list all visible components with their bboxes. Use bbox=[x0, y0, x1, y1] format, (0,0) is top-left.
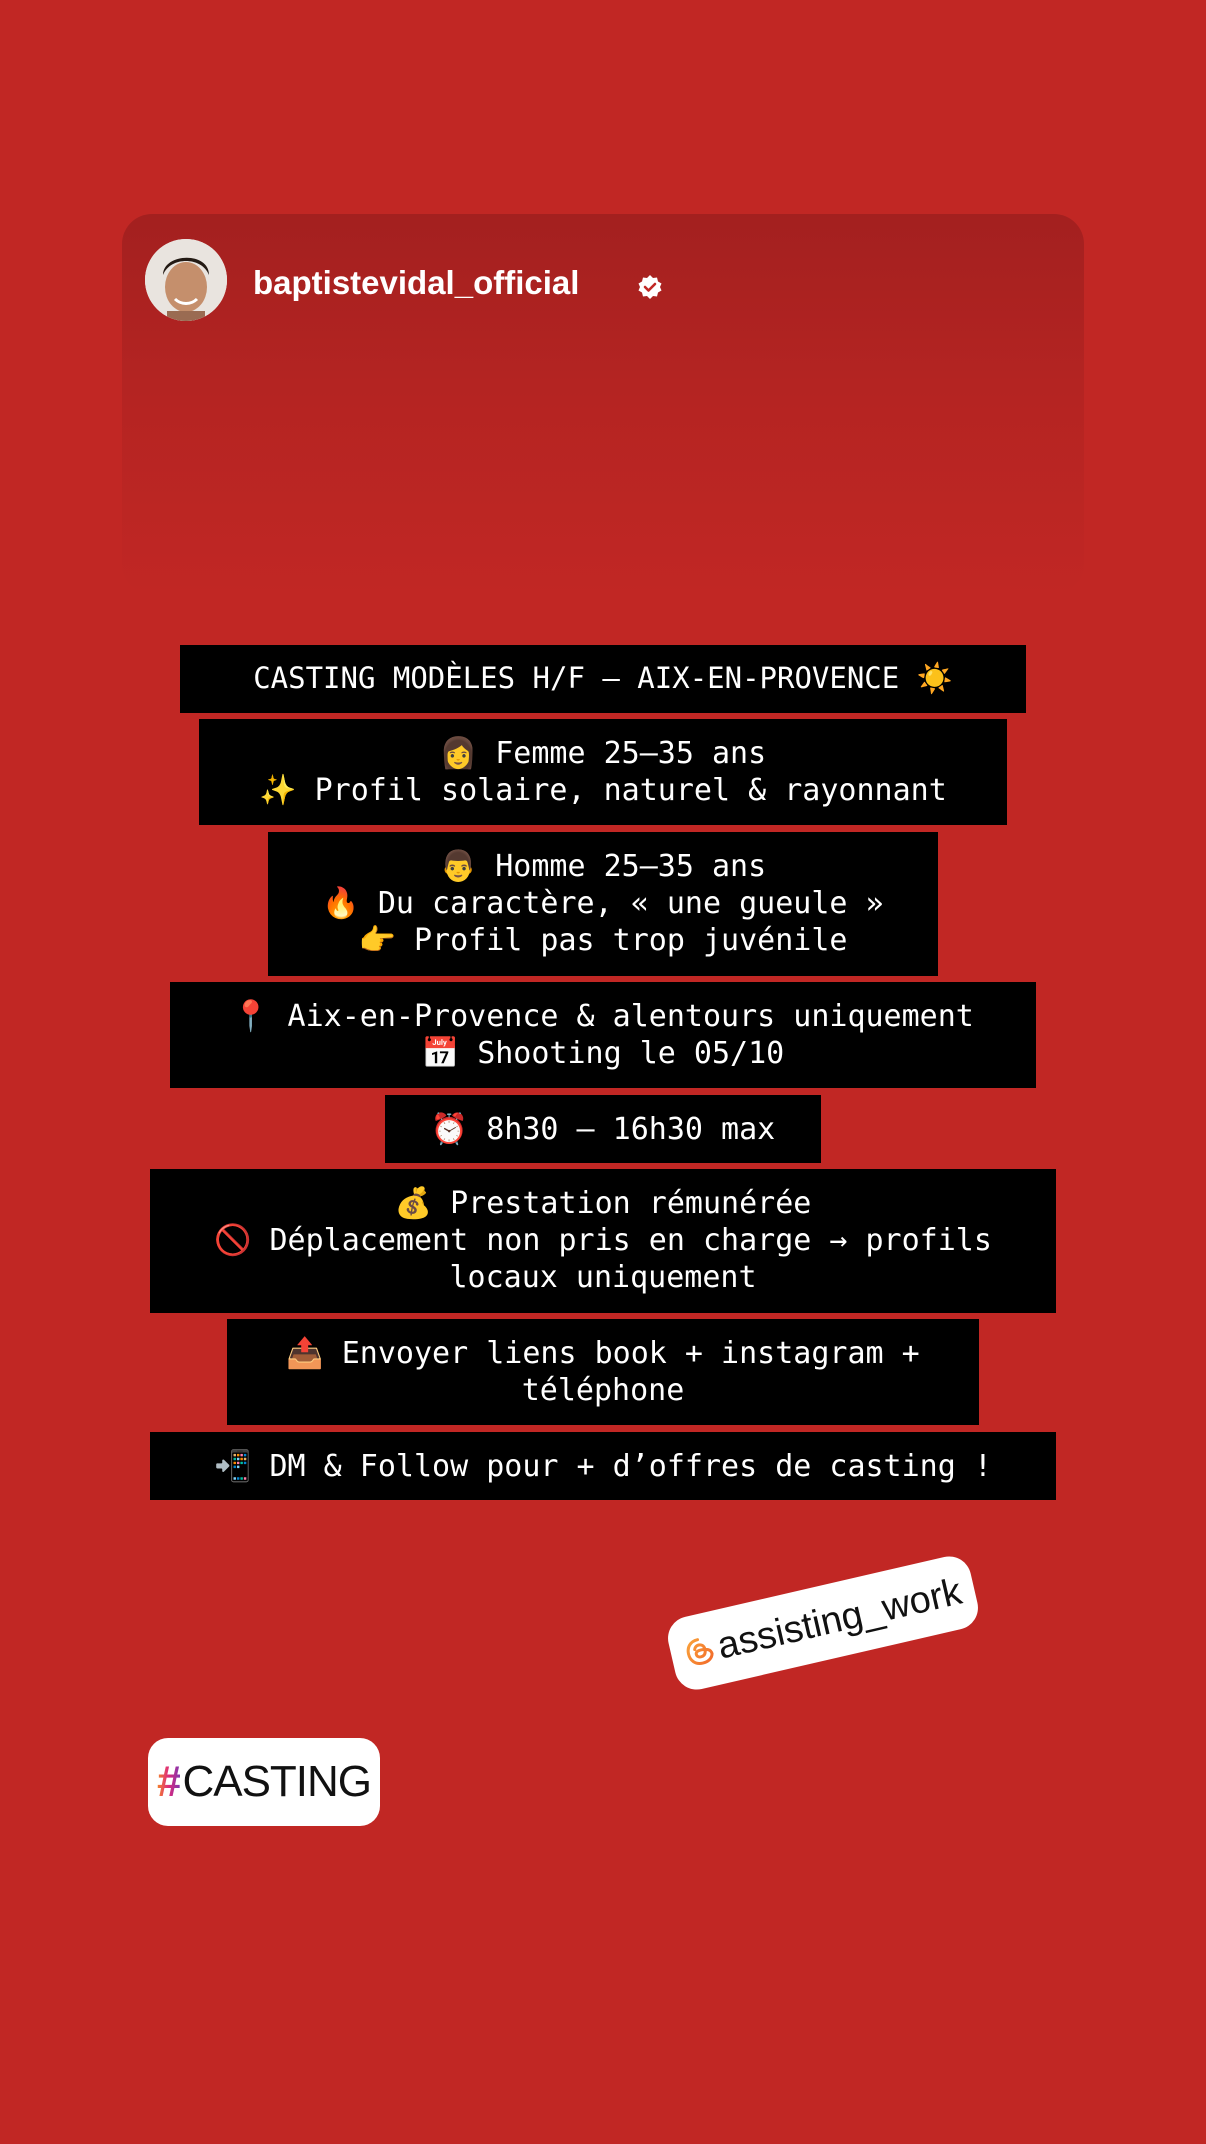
man-icon: 👨 bbox=[439, 849, 478, 884]
title-block bbox=[180, 645, 1026, 713]
woman-icon: 👩 bbox=[439, 736, 478, 771]
location-text: Aix-en-Provence & alentours uniquement bbox=[287, 999, 974, 1034]
calendar-icon: 📅 bbox=[421, 1036, 460, 1071]
threads-icon bbox=[681, 1632, 719, 1670]
homme-block bbox=[268, 832, 938, 976]
femme-age-text: Femme 25–35 ans bbox=[495, 736, 767, 771]
homme-profile-text: Profil pas trop juvénile bbox=[413, 923, 848, 958]
femme-profile-text: Profil solaire, naturel & rayonnant bbox=[314, 773, 947, 808]
mobile-arrow-icon: 📲 bbox=[214, 1449, 252, 1484]
femme-block bbox=[199, 719, 1007, 825]
money-bag-icon: 💰 bbox=[394, 1186, 433, 1221]
title-text: CASTING MODÈLES H/F – AIX-EN-PROVENCE bbox=[253, 661, 900, 695]
payment-block bbox=[150, 1169, 1056, 1313]
hashtag-text: CASTING bbox=[182, 1757, 372, 1806]
outbox-tray-icon: 📤 bbox=[286, 1336, 324, 1371]
cta-text: DM & Follow pour + d’offres de casting ! bbox=[269, 1449, 992, 1484]
hashtag-symbol: # bbox=[156, 1757, 181, 1806]
mention-sticker[interactable] bbox=[664, 1552, 983, 1694]
schedule-text: 8h30 – 16h30 max bbox=[486, 1112, 776, 1147]
pointing-hand-icon: 👉 bbox=[358, 923, 396, 958]
send-phone-text: téléphone bbox=[521, 1373, 685, 1408]
travel-text: Déplacement non pris en charge → profils bbox=[269, 1223, 992, 1258]
sparkles-icon: ✨ bbox=[259, 773, 297, 808]
homme-age-text: Homme 25–35 ans bbox=[495, 849, 767, 884]
sun-icon: ☀️ bbox=[916, 661, 953, 695]
cta-block bbox=[150, 1432, 1056, 1500]
avatar[interactable] bbox=[145, 239, 227, 321]
alarm-clock-icon: ⏰ bbox=[430, 1112, 469, 1147]
payment-text: Prestation rémunérée bbox=[450, 1186, 812, 1221]
local-profiles-text: locaux uniquement bbox=[449, 1260, 757, 1295]
pin-icon: 📍 bbox=[232, 999, 270, 1034]
hashtag-sticker[interactable] bbox=[148, 1738, 380, 1826]
username[interactable]: baptistevidal_official bbox=[253, 264, 580, 301]
location-block bbox=[170, 982, 1036, 1088]
fire-icon: 🔥 bbox=[322, 886, 360, 921]
verified-badge-icon bbox=[637, 274, 663, 300]
homme-character-text: Du caractère, « une gueule » bbox=[377, 886, 884, 921]
shooting-date-text: Shooting le 05/10 bbox=[477, 1036, 785, 1071]
send-links-text: Envoyer liens book + instagram + bbox=[341, 1336, 920, 1371]
prohibited-icon: 🚫 bbox=[214, 1223, 252, 1258]
mention-text: assisting_work bbox=[713, 1570, 966, 1668]
schedule-block bbox=[385, 1095, 821, 1163]
send-block bbox=[227, 1319, 979, 1425]
